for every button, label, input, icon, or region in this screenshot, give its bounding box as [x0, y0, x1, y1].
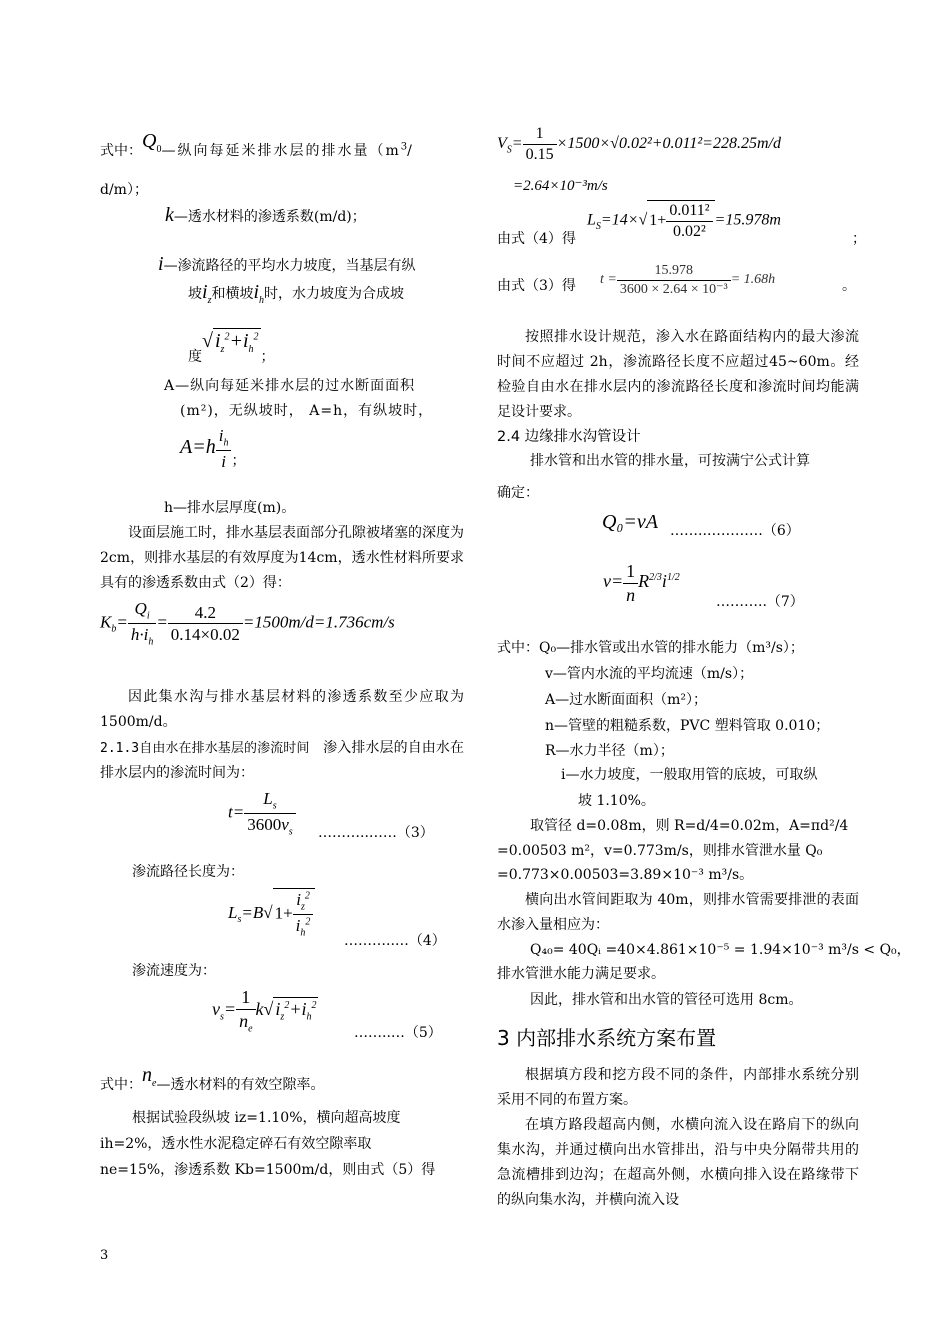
paragraph-spec-check: 按照排水设计规范，渗入水在路面结构内的最大渗流时间不应超过 2h，渗流路径长度不应超过45~60m。经检验自由水在排水层内的渗流路径长度和渗流时间均能满足设计要求。	[497, 329, 859, 420]
eq6-formula: Q₀=vA	[602, 511, 658, 533]
q0-unit-end: d/m）；	[100, 182, 148, 198]
calc-line2: =0.00503 m²，v=0.773m/s，则排水管泄水量 Q₀	[497, 843, 823, 859]
eq3-number: ………..……（3）	[318, 825, 434, 841]
section-text: 渗入排水层的自由水在排水层内的渗流时间为：	[100, 740, 464, 781]
a-description: A—纵向每延米排水层的过水断面面积	[164, 378, 416, 394]
def-i: i—水力坡度，一般取用管的底坡，可取纵	[561, 767, 818, 783]
paragraph-permeability: 设面层施工时，排水基层表面部分孔隙被堵塞的深度为2cm，则排水基层的有效厚度为14cm，透水性材料所要求具有的渗透系数由式（2）得：	[100, 525, 464, 591]
section-title: 2.1.3自由水在排水基层的渗流时间	[100, 741, 310, 756]
i-description-line3: 度√ $i_z^2+i_h^2$；	[188, 329, 275, 365]
eq6-number: ……..…………（6）	[670, 523, 800, 539]
def-q0: 式中：Q₀—排水管或出水管的排水能力（m³/s）；	[497, 640, 804, 656]
eq5-formula: $v_s=$ $\frac{1}{n_e}$ k√ $i_z^2+i_h^2$	[212, 987, 317, 1035]
paragraph-manning-line1: 排水管和出水管的排水量，可按满宁公式计算	[530, 453, 810, 469]
def-a: A—过水断面面积（m²）；	[545, 692, 707, 708]
ls-semicolon: ；	[852, 231, 866, 247]
q0-symbol: $Q_0$	[142, 130, 162, 155]
paragraph-min-permeability: 因此集水沟与排水基层材料的渗透系数至少应取为1500m/d。	[100, 689, 464, 730]
q40-conclusion: 排水管泄水能力满足要求。	[497, 966, 665, 982]
q40-equation: Q₄₀= 40Qᵢ =40×4.861×10⁻⁵ = 1.94×10⁻³ m³/s < Q₀，	[530, 942, 911, 958]
calc-line1: 取管径 d=0.08m，则 R=d/4=0.02m，A=πd²/4	[530, 818, 849, 834]
vs-equation: $V_S=$ $\frac{1}{0.15}$ ×1500×√0.02²+0.011²=228.25m/d	[497, 125, 781, 163]
q0-definition: 式中：$Q_0—$纵向每延米排水层的排水量（$m^3/$	[100, 130, 412, 159]
i-description: —渗流路径的平均水力坡度，当基层有纵	[163, 258, 416, 274]
t-equation: t = $\frac{15.978}{\text{3600 × 2.64 × 10⁻³}}$ = 1.68h	[600, 263, 776, 297]
speed-label: 渗流速度为：	[132, 963, 216, 979]
def-r: R—水力半径（m）；	[545, 743, 674, 759]
def-v: v—管内水流的平均流速（m/s）；	[545, 666, 754, 682]
eq4-formula: $L_s=B√$ 1+ $\frac{i_z^2}{i_h^2}$	[228, 888, 315, 940]
k-symbol: k	[165, 204, 174, 226]
eq7-number: ………..（7）	[716, 594, 804, 610]
eq5-number: ……..…（5）	[354, 1025, 442, 1041]
from-eq3-label: 由式（3）得	[497, 278, 576, 294]
t-period: 。	[842, 278, 856, 294]
i-definition	[158, 252, 416, 277]
calc-line3: =0.773×0.00503=3.89×10⁻³ m³/s。	[497, 867, 754, 883]
paragraph-test-line3: ne=15%，渗透系数 Kb=1500m/d，则由式（5）得	[100, 1162, 436, 1178]
from-eq4-label: 由式（4）得	[497, 231, 576, 247]
i-description-line2: 坡$i_z$和横坡$i_h$时，水力坡度为合成坡	[188, 281, 405, 306]
page-number: 3	[100, 1248, 109, 1263]
vs-result: =2.64×10⁻³m/s	[513, 178, 608, 194]
k-description: —透水材料的渗透系数(m/d)；	[173, 209, 366, 225]
paragraph-layout-intro: 根据填方段和挖方段不同的条件，内部排水系统分别采用不同的布置方案。	[497, 1067, 859, 1108]
eq4-number: ………..…（4）	[344, 933, 446, 949]
def-n: n—管壁的粗糙系数，PVC 塑料管取 0.010；	[545, 718, 830, 734]
paragraph-test-line2: ih=2%，透水性水泥稳定碎石有效空隙率取	[100, 1136, 372, 1152]
paragraph-pipe-diameter: 因此，排水管和出水管的管径可选用 8cm。	[530, 992, 803, 1008]
kb-equation: $K_b=$ $\frac{Q_i}{h\cdot i_h}$ = $\frac{4.2}{0.14\times 0.02}$ =1500m/d=1.736cm/s	[100, 599, 395, 648]
paragraph-fill-section: 在填方路段超高内侧，水横向流入设在路肩下的纵向集水沟，并通过横向出水管排出，沿与中央分隔带共用的急流槽排到边沟；在超高外侧，水横向排入设在路缘带下的纵向集水沟，并横向流入设	[497, 1117, 859, 1208]
paragraph-manning-line2: 确定：	[497, 485, 539, 501]
paragraph-test-line1: 根据试验段纵坡 iz=1.10%，横向超高坡度	[132, 1110, 401, 1126]
a-description-line2: (m²)，无纵坡时， A=h，有纵坡时，	[180, 403, 434, 419]
k-definition	[165, 203, 366, 228]
paragraph-outlet-spacing: 横向出水管间距取为 40m，则排水管需要排泄的表面水渗入量相应为：	[497, 892, 859, 933]
a-formula: A=h $\frac{i_h}{i}$ $_;$	[180, 426, 246, 471]
eq7-formula: v= $\frac{1}{n}$ $R^{2/3}i^{1/2}$	[603, 561, 680, 605]
section-2-1-3	[100, 736, 464, 786]
section-2-4-title: 2.4 边缘排水沟管设计	[497, 429, 641, 445]
ls-equation: $L_S=14\times√$ 1+ $\frac{\text{0.011²}}{\text{0.02²}}$ =15.978m	[587, 202, 781, 240]
eq3-formula: t= $\frac{L_s}{3600v_s}$	[228, 788, 296, 839]
h-description: h—排水层厚度(m)。	[164, 500, 296, 516]
path-length-label: 渗流路径长度为：	[132, 864, 244, 880]
q0-description: —纵向每延米排水层的排水量（m	[161, 143, 401, 159]
ne-definition: 式中：$n_e—$透水材料的有效空隙率。	[100, 1064, 325, 1093]
i-symbol: i	[158, 253, 164, 275]
def-i-cont: 坡 1.10%。	[578, 793, 655, 809]
section-3-title: 3 内部排水系统方案布置	[497, 1026, 717, 1050]
label: 式中：	[100, 143, 142, 159]
